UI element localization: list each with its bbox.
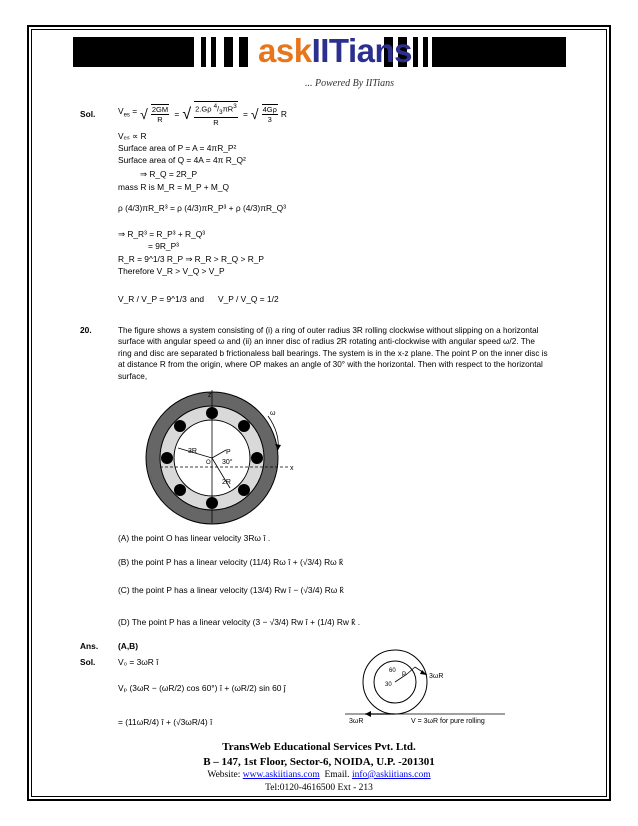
option-b: (B) the point P has a linear velocity (11/4) Rω î + (√3/4) Rω k̂ <box>118 557 344 567</box>
footer-address: B – 147, 1st Floor, Sector-6, NOIDA, U.P. -201301 <box>203 756 435 768</box>
rolling-ring-figure <box>345 648 515 728</box>
fig-2r: 2R <box>222 479 231 486</box>
fig-3r: 3R <box>188 448 197 455</box>
header-stripe <box>201 37 206 67</box>
askiitians-logo: askIITians <box>258 32 412 69</box>
sol2-line: = (11ωR/4) î + (√3ωR/4) î <box>118 717 213 727</box>
sol1-line: mass R is M_R = M_P + M_Q <box>118 182 230 192</box>
sol2-line: V₀ = 3ωR î <box>118 657 159 667</box>
fig-angle: 30° <box>222 459 233 466</box>
email-link[interactable]: info@askiitians.com <box>351 770 431 780</box>
sol-label: Sol. <box>80 109 96 119</box>
sol1-line: Therefore V_R > V_Q > V_P <box>118 266 225 276</box>
question-text: The figure shows a system consisting of (i) a ring of outer radius 3R rolling clockwise without slipping on a horizontal surface with angular speed ω and (ii) an inner disc of radius 2R rotating anti-clockwise with angular speed ω/2. The ring and disc are separated b frictionaless ball bearings. The system is in the x-z plane. The point P on the inner disc is at distance R from the origin, where OP makes an angle of 30° with the horizontal. Then with respect to the horizontal surface, <box>118 326 548 381</box>
footer-contact <box>0 770 638 780</box>
sol1-line: Surface area of Q = 4A = 4π R_Q² <box>118 155 246 165</box>
fig-axis-z: z <box>208 392 212 399</box>
fig-omega: ω <box>270 410 276 417</box>
fig-p: P <box>226 449 231 456</box>
sol1-ratio-vr-vp: V_R / V_P = 9^1/3 <box>118 294 187 304</box>
header-stripe <box>211 37 216 67</box>
header-bar-left <box>73 37 194 67</box>
question-number: 20. <box>80 325 92 335</box>
sol1-mass-eq: ρ (4/3)πR_R³ = ρ (4/3)πR_P³ + ρ (4/3)πR_Q³ <box>118 203 286 213</box>
fig2-label-3wr-bottom: 3ωR <box>349 718 364 725</box>
option-d: (D) The point P has a linear velocity (3 − √3/4) Rw î + (1/4) Rw k̂ . <box>118 617 361 627</box>
option-a: (A) the point O has linear velocity 3Rω î . <box>118 533 271 543</box>
fig2-60: 60 <box>389 668 396 674</box>
fig2-pure-rolling: V = 3ωR for pure rolling <box>411 718 485 725</box>
sol1-line: Vₑₛ ∝ R <box>118 131 147 141</box>
fig-axis-x: x <box>290 465 294 472</box>
sol1-line: R_R = 9^1/3 R_P ⇒ R_R > R_Q > R_P <box>118 254 265 264</box>
ring-disc-figure <box>140 388 300 526</box>
header-stripe <box>413 37 418 67</box>
sol1-line: ⇒ R_Q = 2R_P <box>140 169 198 179</box>
sol1-line: Surface area of P = A = 4πR_P² <box>118 143 237 153</box>
header-stripe <box>224 37 233 67</box>
powered-by-tagline: ... Powered By IITians <box>305 78 395 89</box>
fig2-30: 30 <box>385 682 392 688</box>
header-stripe <box>423 37 428 67</box>
solution-label: Sol. <box>80 657 96 667</box>
sol1-line: ⇒ R_R³ = R_P³ + R_Q³ <box>118 229 206 239</box>
website-label: Website: <box>207 770 241 780</box>
sol1-escape-velocity-eq: $V_{es}$ = √ $\frac{2GM}{R}$ = √ $\frac{2.G\rho ^4/_3\pi R^3}{R}$ = √ $\frac{4G\rho}{3}$ R <box>118 103 287 127</box>
footer-tel: Tel:0120-4616500 Ext - 213 <box>265 783 373 793</box>
fig2-p: P <box>402 672 407 678</box>
header-bar-right <box>432 37 566 67</box>
sol1-ratio-vp-vq: V_P / V_Q = 1/2 <box>218 294 279 304</box>
sol2-line: Vₚ (3ωR − (ωR/2) cos 60°) î + (ωR/2) sin 60 ĵ <box>118 683 286 693</box>
header-stripe <box>239 37 248 67</box>
answer-value: (A,B) <box>118 641 139 651</box>
footer-company: TransWeb Educational Services Pvt. Ltd. <box>222 741 416 753</box>
fig2-label-3wr: 3ωR <box>429 673 444 680</box>
website-link[interactable]: www.askiitians.com <box>242 770 320 780</box>
email-label: Email. <box>324 770 350 780</box>
answer-label: Ans. <box>80 641 99 651</box>
option-c: (C) the point P has a linear velocity (13/4) Rw î − (√3/4) Rω k̂ <box>118 585 344 595</box>
sol1-line: = 9R_P³ <box>148 241 179 251</box>
fig-o: O <box>206 460 211 466</box>
sol1-and: and <box>190 294 204 304</box>
